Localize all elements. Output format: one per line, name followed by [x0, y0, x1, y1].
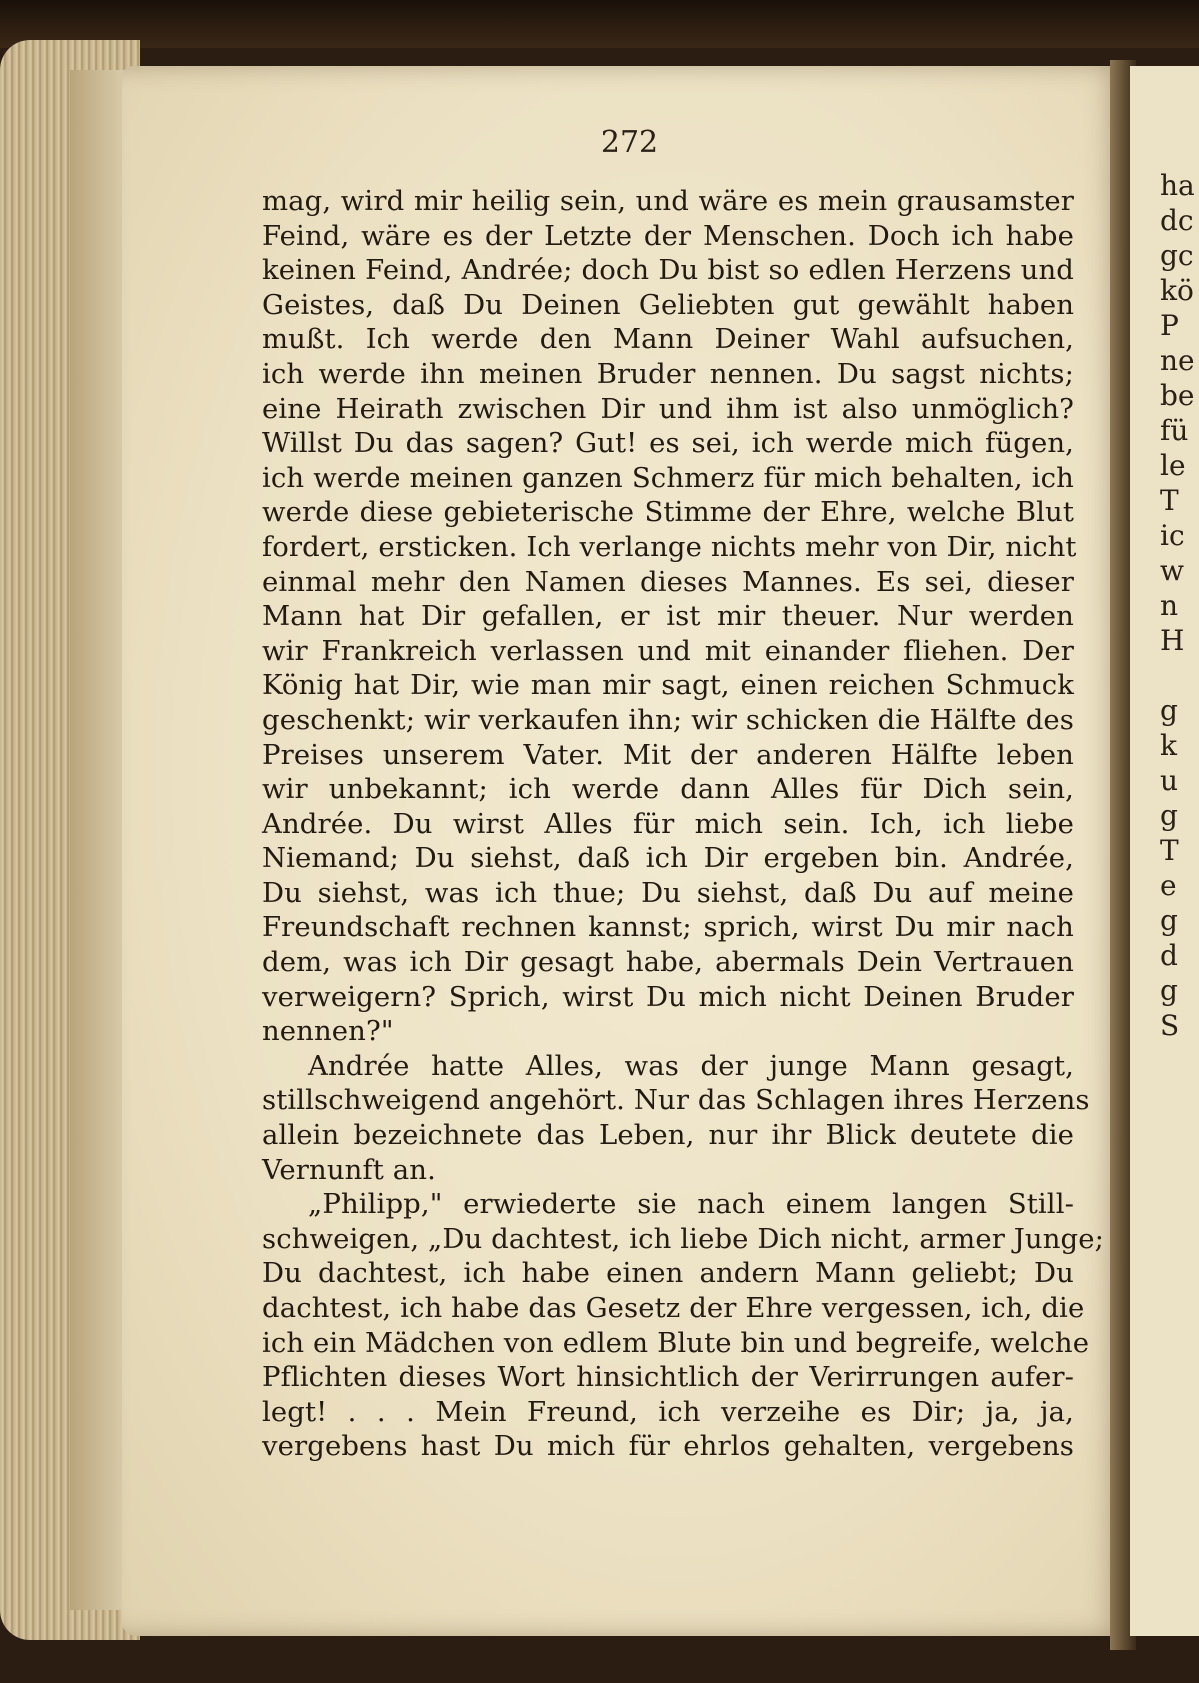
body-text: [262, 184, 1104, 1464]
text-line: König hat Dir, wie man mir sagt, einen reichen Schmuck: [262, 669, 1074, 702]
text-line: wir Frankreich verlassen und mit einander fliehen. Der: [262, 634, 1074, 667]
text-line: Geistes, daß Du Deinen Geliebten gut gewählt haben: [262, 288, 1074, 321]
text-line: werde diese gebieterische Stimme der Ehre, welche Blut: [262, 496, 1074, 529]
page-number: 272: [600, 125, 659, 160]
text-line: Mann hat Dir gefallen, er ist mir theuer. Nur werden: [262, 600, 1074, 633]
text-line: keinen Feind, Andrée; doch Du bist so edlen Herzens und: [262, 254, 1074, 287]
text-line: nennen?": [262, 1015, 394, 1048]
text-line: „Philipp," erwiederte sie nach einem langen Still-: [308, 1188, 1074, 1221]
text-line: mußt. Ich werde den Mann Deiner Wahl aufsuchen,: [262, 323, 1074, 356]
text-line: Feind, wäre es der Letzte der Menschen. Doch ich habe: [262, 219, 1074, 252]
text-line: Vernunft an.: [262, 1153, 436, 1186]
text-line: legt! . . . Mein Freund, ich verzeihe es Dir; ja, ja,: [262, 1395, 1074, 1428]
text-line: geschenkt; wir verkaufen ihn; wir schicken die Hälfte des: [262, 703, 1074, 736]
text-line: Du dachtest, ich habe einen andern Mann geliebt; Du: [262, 1257, 1074, 1290]
text-line: Du siehst, was ich thue; Du siehst, daß Du auf meine: [262, 876, 1074, 909]
text-line: Andrée hatte Alles, was der junge Mann gesagt,: [308, 1049, 1074, 1082]
text-line: vergebens hast Du mich für ehrlos gehalten, vergebens: [262, 1430, 1074, 1463]
text-line: ich werde meinen ganzen Schmerz für mich behalten, ich: [262, 461, 1074, 494]
text-line: Willst Du das sagen? Gut! es sei, ich werde mich fügen,: [262, 427, 1074, 460]
book-top-edge: [0, 0, 1199, 48]
text-line: stillschweigend angehört. Nur das Schlagen ihres Herzens: [262, 1084, 1090, 1117]
text-line: Pflichten dieses Wort hinsichtlich der Verirrungen aufer-: [262, 1361, 1074, 1394]
text-line: schweigen, „Du dachtest, ich liebe Dich nicht, armer Junge;: [262, 1222, 1104, 1255]
text-line: verweigern? Sprich, wirst Du mich nicht Deinen Bruder: [262, 980, 1074, 1013]
text-line: eine Heirath zwischen Dir und ihm ist also unmöglich?: [262, 392, 1074, 425]
text-line: dachtest, ich habe das Gesetz der Ehre vergessen, ich, die: [262, 1292, 1085, 1324]
text-line: Andrée. Du wirst Alles für mich sein. Ich, ich liebe: [262, 807, 1074, 840]
text-line: Niemand; Du siehst, daß ich Dir ergeben bin. Andrée,: [262, 842, 1074, 875]
text-line: wir unbekannt; ich werde dann Alles für Dich sein,: [262, 773, 1074, 806]
text-line: dem, was ich Dir gesagt habe, abermals Dein Vertrauen: [262, 946, 1074, 979]
text-line: Preises unserem Vater. Mit der anderen Hälfte leben: [262, 738, 1074, 771]
text-line: allein bezeichnete das Leben, nur ihr Blick deutete die: [262, 1119, 1074, 1152]
text-line: einmal mehr den Namen dieses Mannes. Es sei, dieser: [262, 565, 1074, 598]
text-line: ich werde ihn meinen Bruder nennen. Du sagst nichts;: [262, 357, 1074, 390]
text-line: fordert, ersticken. Ich verlange nichts mehr von Dir, nicht: [262, 530, 1077, 563]
text-line: mag, wird mir heilig sein, und wäre es mein grausamster: [262, 185, 1074, 217]
text-line: ich ein Mädchen von edlem Blute bin und begreife, welche: [262, 1326, 1090, 1359]
next-page-fragments: ha dc gc kö P ne be fü le T ic w n H g k u g T e g d g S: [1160, 169, 1195, 1042]
text-line: Freundschaft rechnen kannst; sprich, wirst Du mir nach: [262, 911, 1074, 944]
